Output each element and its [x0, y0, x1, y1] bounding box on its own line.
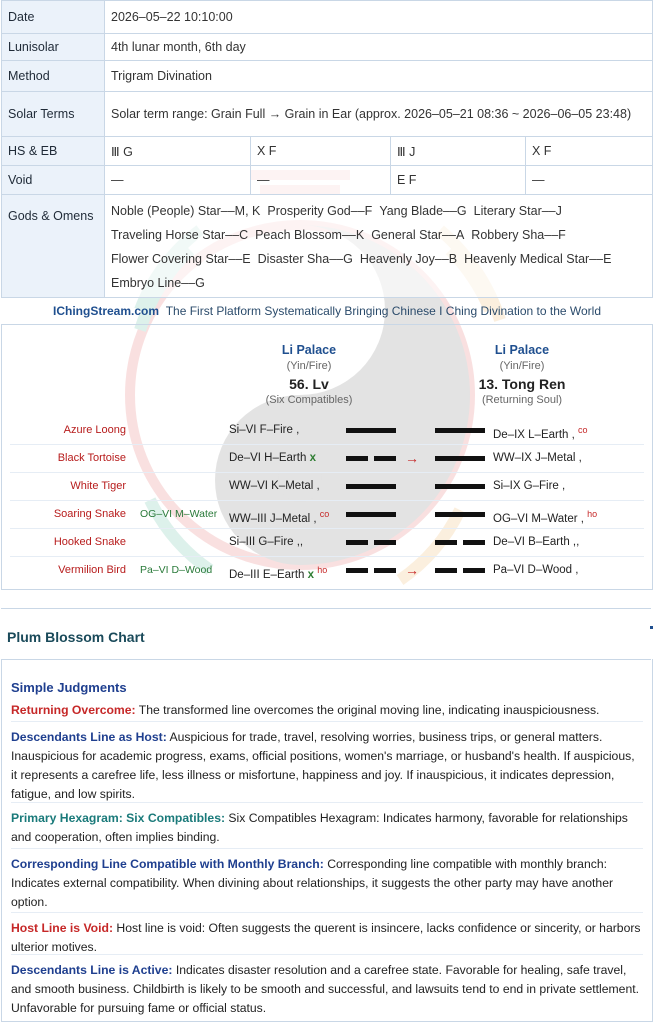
judgment-heading: Corresponding Line Compatible with Monthly Branch:: [11, 857, 324, 871]
void-hour: —: [526, 166, 653, 195]
changed-line-label: OG–VI M–Water ,: [493, 512, 584, 525]
omen-item: Literary Star––J: [473, 204, 562, 218]
hexagram-line-row: [2, 557, 652, 583]
changed-hexagram-type: (Returning Soul): [481, 394, 563, 406]
scroll-indicator: [650, 626, 653, 629]
omen-item: Peach Blossom––K: [255, 228, 365, 242]
primary-line-yin-bar: [374, 456, 396, 461]
judgment-text: Indicates disaster resolution and a carefree state. Favorable for healing, safe travel, and smooth business. Childbirth is likely to be smooth and successful, and lawsuits tend to end in private settlement. Unfavorable for pursuing fame or official status.: [11, 963, 639, 1015]
changed-line-label: Si–IX G–Fire ,: [493, 480, 566, 492]
six-god-label: Azure Loong: [63, 424, 126, 436]
hexagram-line-row: [2, 445, 652, 471]
changed-line-yin-bar: [435, 540, 457, 545]
line-role-tag: ho: [317, 565, 328, 575]
primary-line-text: [229, 473, 341, 499]
primary-hexagram-header: [244, 343, 374, 406]
six-god-label: Vermilion Bird: [58, 564, 126, 576]
primary-line-label: De–VI H–Earth: [229, 452, 307, 464]
judgment-heading: Descendants Line is Active:: [11, 963, 173, 977]
gods-omens-label: Gods & Omens: [2, 195, 105, 298]
primary-line-text: [229, 445, 341, 471]
judgment-item: [11, 701, 641, 720]
plum-blossom-title[interactable]: Plum Blossom Chart: [7, 629, 145, 645]
primary-line-yin-bar: [374, 568, 396, 573]
judgment-separator: [11, 848, 643, 849]
judgment-text: Corresponding line compatible with monthly branch: Indicates external compatibility. When divining about relationships, it suggests the other party may have another option.: [11, 857, 614, 909]
simple-judgments-title: Simple Judgments: [11, 680, 127, 695]
primary-line-yin-bar: [346, 456, 368, 461]
primary-line-text: [229, 417, 341, 443]
judgment-separator: [11, 721, 643, 722]
primary-hexagram-type: (Six Compatibles): [265, 394, 353, 406]
gods-omens-list: [105, 195, 653, 298]
primary-line-label: De–III E–Earth: [229, 568, 305, 581]
simple-judgments-panel: [1, 659, 653, 1022]
six-god-label: Black Tortoise: [57, 452, 126, 464]
omen-item: Yang Blade––G: [379, 204, 467, 218]
method-value: Trigram Divination: [105, 61, 653, 92]
changed-palace: Li Palace: [494, 343, 550, 357]
judgment-separator: [11, 954, 643, 955]
line-role-tag: ho: [587, 509, 598, 519]
primary-palace: Li Palace: [281, 343, 337, 357]
judgment-heading: Descendants Line as Host:: [11, 730, 167, 744]
moving-line-mark: x: [307, 568, 315, 581]
primary-line-label: WW–III J–Metal ,: [229, 512, 317, 525]
hidden-spirit: OG–VI M–Water: [140, 508, 218, 520]
primary-line-text: [229, 529, 341, 555]
changed-line-yang-bar: [435, 428, 485, 433]
change-arrow: →: [405, 562, 419, 578]
void-year: —: [105, 166, 251, 195]
hseb-month: X F: [251, 137, 391, 166]
changed-element: (Yin/Fire): [499, 360, 545, 372]
changed-line-label: De–VI B–Earth ,,: [493, 536, 580, 548]
hidden-spirit: Pa–VI D–Wood: [140, 564, 213, 576]
changed-line-text: [493, 529, 643, 555]
changed-line-yin-bar: [435, 568, 457, 573]
changed-line-yin-bar: [463, 568, 485, 573]
six-god-label: White Tiger: [70, 480, 126, 492]
omen-item: Noble (People) Star––M, K: [111, 204, 261, 218]
solar-terms-label: Solar Terms: [2, 92, 105, 137]
judgment-text: Auspicious for trade, travel, resolving worries, business trips, or general matters. Inauspicious for academic progress, exams, official positions, women's marriage, or husband's health. If auspicious, it represents a carefree life, less illness or misfortune, happiness and joy. If inauspicious, it indicates depression, fatigue, and low spirits.: [11, 730, 635, 801]
plum-blossom-section: [1, 608, 651, 660]
hexagram-line-row: [2, 529, 652, 555]
primary-line-yin-bar: [346, 540, 368, 545]
site-name[interactable]: IChingStream.com: [53, 304, 160, 318]
primary-line-label: Si–VI F–Fire ,: [229, 424, 300, 436]
void-day: E F: [391, 166, 526, 195]
primary-hexagram-name: 56. Lv: [289, 376, 329, 392]
date-value: 2026–05–22 10:10:00: [105, 1, 653, 34]
judgment-item: [11, 728, 641, 804]
primary-element: (Yin/Fire): [286, 360, 332, 372]
judgment-heading: Returning Overcome:: [11, 703, 136, 717]
void-label: Void: [2, 166, 105, 195]
judgment-separator: [11, 802, 643, 803]
changed-line-text: [493, 557, 643, 583]
divination-info-table: [1, 0, 653, 298]
lunisolar-value: 4th lunar month, 6th day: [105, 34, 653, 61]
primary-line-yang-bar: [346, 512, 396, 517]
six-god-label: Hooked Snake: [53, 536, 126, 548]
primary-line-yin-bar: [346, 568, 368, 573]
judgment-item: [11, 919, 641, 957]
method-label: Method: [2, 61, 105, 92]
hexagram-panel: [1, 324, 653, 590]
six-god-label: Soaring Snake: [53, 508, 126, 520]
changed-line-yin-bar: [463, 540, 485, 545]
lunisolar-label: Lunisolar: [2, 34, 105, 61]
judgment-text: Host line is void: Often suggests the querent is insincere, lacks confidence or sincerity, or harbors ulterior motives.: [11, 921, 641, 954]
changed-hexagram-header: [457, 343, 587, 406]
hseb-hour: X F: [526, 137, 653, 166]
hexagram-line-row: [2, 501, 652, 527]
omen-item: Heavenly Medical Star––E: [464, 252, 612, 266]
change-arrow: →: [405, 450, 419, 466]
judgment-item: [11, 809, 641, 847]
omen-item: General Star––A: [371, 228, 465, 242]
omen-item: Flower Covering Star––E: [111, 252, 251, 266]
changed-line-label: WW–IX J–Metal ,: [493, 452, 582, 464]
changed-line-text: [493, 473, 643, 499]
hseb-year: Ⅲ G: [105, 137, 251, 166]
primary-line-label: WW–VI K–Metal ,: [229, 480, 320, 492]
judgment-text: The transformed line overcomes the original moving line, indicating inauspiciousness.: [135, 703, 600, 717]
judgment-heading: Host Line is Void:: [11, 921, 114, 935]
hexagram-line-row: [2, 417, 652, 443]
changed-line-yang-bar: [435, 512, 485, 517]
primary-line-text: [229, 557, 341, 588]
void-month: —: [251, 166, 391, 195]
changed-line-yang-bar: [435, 484, 485, 489]
solar-terms-value: Solar term range: Grain Full → Grain in Ear (approx. 2026–05–21 08:36 ~ 2026–06–05 23:48): [105, 92, 653, 137]
judgment-heading: Primary Hexagram: Six Compatibles:: [11, 811, 226, 825]
judgment-item: [11, 961, 641, 1018]
hexagram-line-row: [2, 473, 652, 499]
hseb-day: Ⅲ J: [391, 137, 526, 166]
line-role-tag: co: [319, 509, 330, 519]
primary-line-yin-bar: [374, 540, 396, 545]
changed-line-label: Pa–VI D–Wood ,: [493, 564, 579, 576]
changed-line-text: [493, 445, 643, 471]
omen-item: Heavenly Joy––B: [359, 252, 458, 266]
omen-item: Robbery Sha––F: [471, 228, 566, 242]
site-tagline: The First Platform Systematically Bringing Chinese I Ching Divination to the World: [165, 304, 601, 318]
primary-line-yang-bar: [346, 428, 396, 433]
date-label: Date: [2, 1, 105, 34]
omen-item: Traveling Horse Star––C: [111, 228, 249, 242]
changed-line-label: De–IX L–Earth ,: [493, 428, 575, 441]
site-banner: [0, 298, 654, 324]
judgment-item: [11, 855, 641, 912]
moving-line-mark: x: [309, 452, 316, 464]
judgment-text: Six Compatibles Hexagram: Indicates harmony, favorable for relationships and cooperation, often implies binding.: [11, 811, 628, 844]
hseb-label: HS & EB: [2, 137, 105, 166]
changed-line-yang-bar: [435, 456, 485, 461]
judgment-separator: [11, 912, 643, 913]
changed-hexagram-name: 13. Tong Ren: [478, 376, 566, 392]
omen-item: Embryo Line––G: [111, 276, 205, 290]
line-role-tag: co: [578, 425, 588, 435]
primary-line-yang-bar: [346, 484, 396, 489]
omen-item: Prosperity God––F: [267, 204, 373, 218]
omen-item: Disaster Sha––G: [257, 252, 353, 266]
primary-line-label: Si–III G–Fire ,,: [229, 536, 304, 548]
